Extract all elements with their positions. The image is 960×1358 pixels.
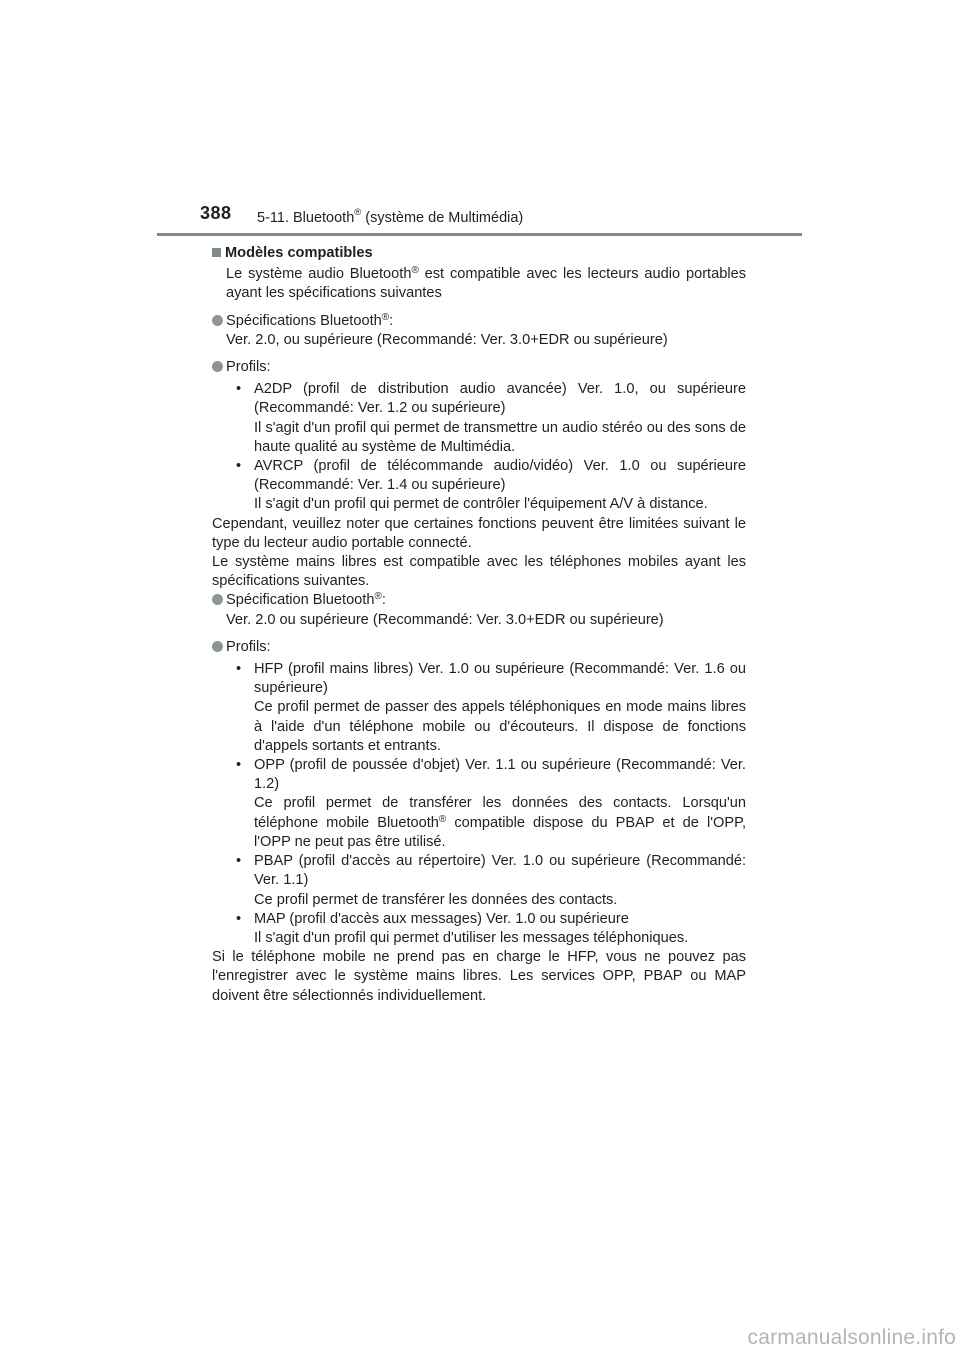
circle-bullet-icon xyxy=(212,361,223,372)
circle-bullet-icon xyxy=(212,641,223,652)
audio-intro xyxy=(212,265,746,303)
profile-item xyxy=(212,852,746,910)
profile-item xyxy=(212,457,746,515)
section-title xyxy=(257,208,523,226)
audio-spec-value: Ver. 2.0, ou supérieure (Recommandé: Ver. 3.0+EDR ou supérieure) xyxy=(226,331,668,348)
bullet-icon: • xyxy=(236,661,242,678)
profile-title: PBAP (profil d'accès au répertoire) Ver. 1.0 ou supérieure (Recommandé: Ver. 1.1) xyxy=(254,853,746,889)
section-heading xyxy=(212,244,746,263)
profile-item xyxy=(212,380,746,457)
profile-description: Ce profil permet de transférer les données des contacts. xyxy=(254,891,618,908)
bullet-icon: • xyxy=(236,381,242,398)
audio-intro-a: Le système audio Bluetooth xyxy=(226,266,412,283)
audio-note: Cependant, veuillez noter que certaines fonctions peuvent être limitées suivant le type du lecteur audio portable connecté. xyxy=(212,515,746,551)
registered-mark: ® xyxy=(374,591,382,603)
profile-title: A2DP (profil de distribution audio avancée) Ver. 1.0, ou supérieure (Recommandé: Ver. 1.2 ou supérieure) xyxy=(254,381,746,417)
section-heading-text: Modèles compatibles xyxy=(225,245,373,261)
audio-profiles-item xyxy=(212,358,746,377)
profile-item xyxy=(212,910,746,948)
bullet-icon: • xyxy=(236,910,242,927)
audio-spec-item xyxy=(212,312,746,350)
bullet-icon: • xyxy=(236,853,242,870)
profile-description: Il s'agit d'un profil qui permet de contrôler l'équipement A/V à distance. xyxy=(254,496,708,513)
header-rule xyxy=(157,233,802,236)
profile-item xyxy=(212,660,746,756)
handsfree-intro: Le système mains libres est compatible avec les téléphones mobiles ayant les spécifications suivantes. xyxy=(212,554,746,590)
profile-description-b: compatible dispose du PBAP et de l'OPP, l'OPP ne peut pas être utilisé. xyxy=(254,814,746,850)
audio-intro-b: est compatible avec les lecteurs audio portables ayant les spécifications suivantes xyxy=(226,266,746,302)
watermark-text: carmanualsonline.info xyxy=(747,1326,956,1349)
profile-description: Il s'agit d'un profil qui permet d'utiliser les messages téléphoniques. xyxy=(254,929,689,946)
phone-profiles-label: Profils: xyxy=(226,638,271,655)
audio-profiles-label: Profils: xyxy=(226,359,271,376)
circle-bullet-icon xyxy=(212,594,223,605)
registered-mark: ® xyxy=(381,311,390,323)
section-title-prefix: 5-11. Bluetooth xyxy=(257,209,355,226)
audio-spec-colon: : xyxy=(389,312,394,329)
profile-title: OPP (profil de poussée d'objet) Ver. 1.1 ou supérieure (Recommandé: Ver. 1.2) xyxy=(254,757,746,793)
profile-title: HFP (profil mains libres) Ver. 1.0 ou supérieure (Recommandé: Ver. 1.6 ou supérieure) xyxy=(254,661,746,697)
audio-spec-label: Spécifications Bluetooth xyxy=(226,312,382,329)
phone-spec-value: Ver. 2.0 ou supérieure (Recommandé: Ver. 3.0+EDR ou supérieure) xyxy=(226,611,664,628)
phone-spec-label: Spécification Bluetooth xyxy=(226,592,375,609)
square-bullet-icon xyxy=(212,248,221,257)
page-header xyxy=(0,0,960,240)
section-title-suffix: (système de Multimédia) xyxy=(361,209,524,226)
registered-mark: ® xyxy=(411,265,419,277)
bullet-icon: • xyxy=(236,458,242,475)
profile-title: MAP (profil d'accès aux messages) Ver. 1.0 ou supérieure xyxy=(254,910,629,927)
phone-spec-colon: : xyxy=(381,592,386,609)
registered-mark: ® xyxy=(354,207,362,218)
page-number: 388 xyxy=(200,203,232,223)
profile-title: AVRCP (profil de télécommande audio/vidéo) Ver. 1.0 ou supérieure (Recommandé: Ver. 1.4 ou supérieure) xyxy=(254,458,746,494)
bullet-icon: • xyxy=(236,757,242,774)
registered-mark: ® xyxy=(438,813,447,825)
profile-description: Ce profil permet de passer des appels téléphoniques en mode mains libres à l'aide d'un téléphone mobile ou d'écouteurs. Il dispose de fonctions d'appels sortants et entrants. xyxy=(254,699,746,754)
circle-bullet-icon xyxy=(212,315,223,326)
closing-note: Si le téléphone mobile ne prend pas en charge le HFP, vous ne pouvez pas l'enregistrer avec le système mains libres. Les services OPP, PBAP ou MAP doivent être sélectionnés individuellement. xyxy=(212,949,746,1004)
profile-description xyxy=(254,794,746,852)
page-content xyxy=(212,244,746,1006)
profile-item xyxy=(212,756,746,852)
phone-profiles-item xyxy=(212,638,746,657)
profile-description-a: Ce profil permet de transférer les données des contacts. Lorsqu'un téléphone mobile Bluetooth xyxy=(254,795,746,831)
profile-description: Il s'agit d'un profil qui permet de transmettre un audio stéréo ou des sons de haute qualité au système de Multimédia. xyxy=(254,419,746,455)
phone-spec-item xyxy=(212,591,746,629)
